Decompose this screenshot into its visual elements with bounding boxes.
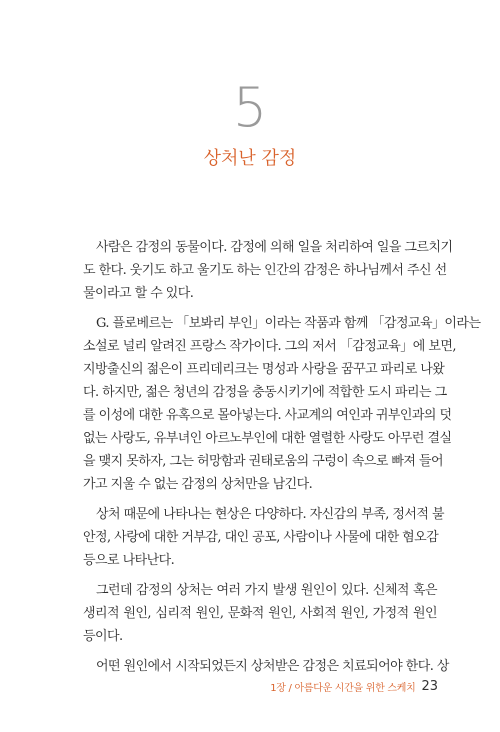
text-line: 사람은 감정의 동물이다. 감정에 의해 일을 처리하여 일을 그르치기 xyxy=(96,240,453,255)
page-footer xyxy=(270,676,438,695)
body-text xyxy=(83,236,481,685)
paragraph xyxy=(83,236,453,305)
text-line: 을 맺지 못하자, 그는 허망함과 권태로움의 구렁이 속으로 빠져 들어 xyxy=(83,454,444,469)
paragraph xyxy=(83,312,481,496)
text-line: 지방출신의 젊은이 프리데리크는 명성과 사랑을 꿈꾸고 파리로 나왔 xyxy=(83,362,445,377)
text-line: 생리적 원인, 심리적 원인, 문화적 원인, 사회적 원인, 가정적 원인 xyxy=(83,606,437,621)
text-line: 상처 때문에 나타나는 현상은 다양하다. 자신감의 부족, 정서적 불 xyxy=(96,507,445,522)
text-line: 등으로 나타난다. xyxy=(83,553,175,568)
text-line: 없는 사랑도, 유부녀인 아르노부인에 대한 열렬한 사랑도 아무런 결실 xyxy=(83,431,452,446)
running-footer-chapter: 1장 / 아름다운 시간을 위한 스케치 xyxy=(270,683,416,694)
text-line: 등이다. xyxy=(83,629,123,644)
text-line: 를 이성에 대한 유혹으로 몰아넣는다. 사교계의 여인과 귀부인과의 덧 xyxy=(83,408,452,423)
text-line: 물이라고 할 수 있다. xyxy=(83,286,194,301)
text-line: 안정, 사랑에 대한 거부감, 대인 공포, 사람이나 사물에 대한 혐오감 xyxy=(83,530,439,545)
text-line: 소설로 널리 알려진 프랑스 작가이다. 그의 저서 「감정교육」에 보면, xyxy=(83,339,456,354)
paragraph xyxy=(83,503,445,572)
chapter-title: 상처난 감정 xyxy=(203,148,297,169)
text-line: G. 플로베르는 「보봐리 부인」이라는 작품과 함께 「감정교육」이라는 xyxy=(96,316,481,331)
page-number: 23 xyxy=(421,679,438,694)
chapter-number: 5 xyxy=(232,76,268,139)
text-line: 도 한다. 웃기도 하고 울기도 하는 인간의 감정은 하나님께서 주신 선 xyxy=(83,263,447,278)
text-line: 가고 지울 수 없는 감정의 상처만을 남긴다. xyxy=(83,477,313,492)
text-line: 그런데 감정의 상처는 여러 가지 발생 원인이 있다. 신체적 혹은 xyxy=(96,583,437,598)
text-line: 다. 하지만, 젊은 청년의 감정을 충동시키기에 적합한 도시 파리는 그 xyxy=(83,385,447,400)
paragraph xyxy=(83,655,449,678)
paragraph xyxy=(83,579,437,648)
text-line: 어떤 원인에서 시작되었든지 상처받은 감정은 치료되어야 한다. 상 xyxy=(96,659,449,674)
